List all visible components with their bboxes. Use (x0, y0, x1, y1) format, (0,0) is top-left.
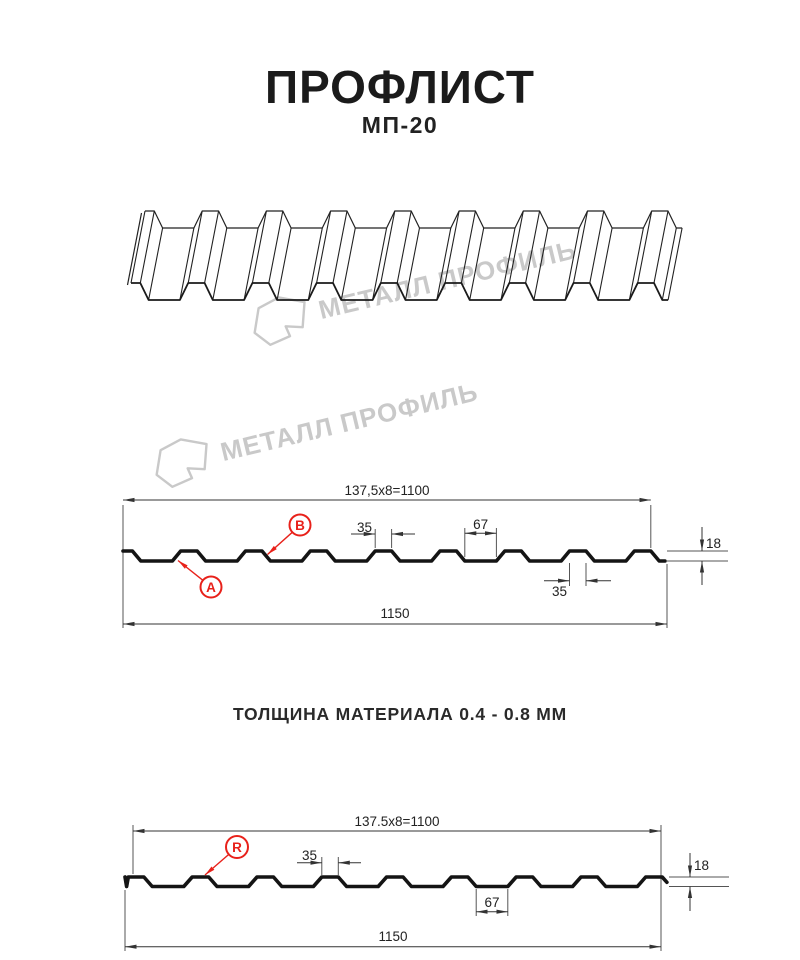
sheet-3d-drawing (118, 192, 692, 332)
page-title: ПРОФЛИСТ (265, 61, 535, 113)
sheet-left-overlap-edge (128, 213, 142, 285)
dim-valley-width: 67 (473, 517, 489, 532)
dim-height: 18 (694, 858, 710, 873)
dim-overall-width: 1150 (380, 606, 410, 621)
watermark-logo-icon (146, 431, 217, 492)
callout-arrows (178, 532, 292, 580)
section-diagram-side-a (83, 485, 743, 635)
callout-arrows (205, 854, 229, 875)
label-a: A (206, 579, 216, 595)
profile-outline (123, 551, 665, 561)
dim-module-total: 137.5x8=1100 (354, 814, 440, 829)
dim-height: 18 (706, 536, 722, 551)
profile-outline (125, 877, 667, 887)
section-diagram-side-r (83, 805, 743, 960)
dim-crest-width: 35 (301, 848, 317, 863)
sheet-rib-edges (131, 211, 682, 300)
extension-lines (123, 505, 728, 628)
watermark (146, 368, 483, 493)
sheet-front-cut-edge (131, 283, 668, 300)
label-r: R (232, 839, 242, 855)
dim-valley-width: 67 (484, 895, 500, 910)
watermark-text: МЕТАЛЛ ПРОФИЛЬ (315, 233, 579, 325)
watermark-text: МЕТАЛЛ ПРОФИЛЬ (217, 375, 481, 467)
page-subtitle: МП-20 (361, 112, 439, 138)
label-b: B (295, 517, 305, 533)
dim-module-total: 137,5x8=1100 (344, 483, 430, 498)
dim-crest-width-bottom: 35 (551, 584, 567, 599)
dim-crest-width: 35 (356, 520, 372, 535)
material-thickness-note: ТОЛЩИНА МАТЕРИАЛА 0.4 - 0.8 ММ (232, 704, 568, 724)
dim-overall-width: 1150 (378, 929, 408, 944)
